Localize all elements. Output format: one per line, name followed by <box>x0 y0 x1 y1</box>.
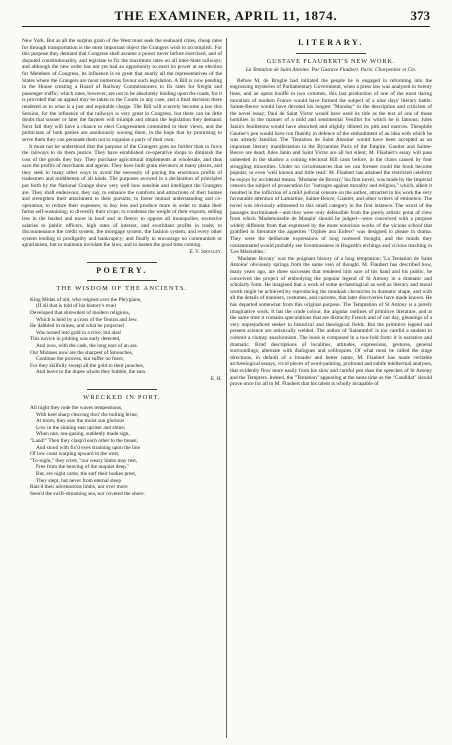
poem-line: When one, sea-gazing, suddenly made sign, <box>36 431 130 438</box>
review-paragraph: 'Madame Bovary' was the poignant history of a long temptation; 'La Tentation de Saint Antoine' obviously springs from the same vein of thought. M. Flaubert has described how, many years ago, are three successes that rendered him sure of his hand and his public, he conceived the project of embodying the popular legend of St Antony in a dramatic and scholarly form. He imagined that a work of some archæological as well as literary and moral worth might be achieved by reproducing the monkish chronicles in dramatic shape, and with all the details of manners, costumes, and customs, that later discoveries have made known. He has departed somewhat from this original purpose. The Temptation of St Antony is a purely imaginative work. It has the crude colour, the angular outlines of primitive literature, and at the same time it contains speculations that are distinctly French and of our day, gleanings of a very unprejudiced seeker in historical and theological fields. But the primitive legend and present science are artistically welded. The author of 'Salammbô' is too careful a student to commit a clumsy anachronism. The book is composed in a two-fold form: it is narrative and dramatic. Brief descriptions of localities, attitudes, expressions, gestures, general surroundings, alternate with dialogues and soliloquies. Of what must be called the stage directions, in default of a broader and better name, M. Flaubert has made veritable archæological essays, vivid pieces of word-painting, profound and subtle intellectual analyses, that evidently flow more easily from his slow and careful pen than the speeches of St Antony and the Tempters. Indeed, the "Tentation" appearing at the same time as the "Candidat" should prove once for all to M. Flaubert that his talent is wholly incapable of <box>230 255 432 388</box>
poem-line: For they skilfully sweep all the gold to their pouches, <box>30 362 144 369</box>
poem-line: Which is held by a cross of the Teuton and Jew. <box>36 316 138 323</box>
poem-line: Seen'd the swift-streaming sea, nor coveted the shore. <box>30 490 145 497</box>
poem-title: THE WISDOM OF THE ANCIENTS. <box>56 285 188 293</box>
section-divider <box>87 262 157 263</box>
poem-line: All night they rode the waves tempestuous, <box>30 405 123 412</box>
poem-line: (If all that is told of his history's true) <box>36 303 116 310</box>
poem-line: At morn, they saw the moist sun glorious <box>36 418 125 425</box>
poem-line: Our Midases now are the sharpest of Smouches, <box>30 349 133 356</box>
poem-line: And leave to the dupes whom they bubble, the ears. <box>36 369 147 376</box>
section-divider <box>296 53 366 54</box>
section-heading-literary: LITERARY. <box>298 38 364 47</box>
poem-line: Was turned into gold in a trice; but alas! <box>36 329 122 336</box>
poem-initials: E. H. <box>210 375 222 382</box>
poem-line: Continue the process, but suffer no fears; <box>36 356 124 363</box>
section-heading-poetry: POETRY. <box>96 265 148 275</box>
poem-line: "To-night," they cried, "our weary limbs may rest, <box>30 457 138 464</box>
column-rule <box>226 38 227 738</box>
article-paragraph: New York. But as all the surplus grain of the West must seek the seaboard cities, cheap rates for through transportation is the most important object the Grangers wish to accomplish. For this purpose they demand that Congress shall assume a power never before exercised, and of disputed constitutionality, and legislate to fix the maximum rates on all inter-State railways; and although the new order has not yet had an opportunity to exert its power at an election for Members of Congress, its influence is so great that nearly all the representatives of the States where the Grangers are most numerous favour such legislation. A Bill is now pending in the House creating a Board of Railway Commissioners to fix rates for freight and passenger traffic; which rates, however, are not to be absolutely binding upon the roads, for it is provided that an appeal may be taken to the Courts in any case, and a final decision there rendered as to what is a just and equitable charge. The Bill will scarcely become a law this Session, for the influence of the railways is very great in Congress, but there can be little doubt that sooner or later the farmers will triumph and obtain the legislation they demand. Next fall they will have a chance to elect Congressmen committed to their views, and the politicians of both parties are assiduously wooing them, in the hope that by promising to serve them they can persuade them not to organise a party of their own. <box>22 38 222 143</box>
poem-line: Developed that shrewdest of modern religions, <box>30 309 131 316</box>
poem-line: He dabbled in mines, and what he projected <box>30 323 124 330</box>
book-citation: La Tentation de Saint Antoine. Par Gustave Flaubert. Paris: Charpentier et Cie. <box>245 67 417 74</box>
poem-line: And stood with fix'd eyes straining upon the line <box>36 444 140 451</box>
article-title: GUSTAVE FLAUBERT'S NEW WORK. <box>266 57 396 65</box>
poem-line: This novice in jobbing was early detected, <box>30 336 121 343</box>
poem-line: Rais'd their adventurous limbs, nor ever more <box>30 484 128 491</box>
poem-line: "Land!" Then they clasp'd each other to the breast, <box>30 438 139 445</box>
article-paragraph: It must not be understood that the purpose of the Grangers goes no further than to force the railways to do them justice. They have established co-operative shops to diminish the cost of the goods they buy. They purchase agricultural implements at wholesale, and thus save the profits of merchants and agents. They have built grain elevators at many places, and they seek in many other ways to avoid the necessity of paying the enormous profits of tradesmen and middlemen of all kinds. The purposes avowed in a declaration of principles put forth by the National Grange show very well how sensible and intelligent the Grangers are. They shall endeavour, they say, to enhance the comforts and attractions of their homes and strengthen their attachment to their pursuits; to foster mutual understanding and co-operation; to reduce their expenses; to buy less and produce more in order to make their farms self-sustaining; to diversify their crops; to condense the weight of their exports, selling less in the bushel and more in hoof and in fleece; to oppose all monopolies, excessive salaries to public officers, high rates of interest, and exorbitant profits in trade; to discountenance the credit system, the mortgage system, the fashion system, and every other system tending to prodigality and bankruptcy; and finally to encourage no communism or agrarianism, but to maintain inviolate the laws, and to hasten the good time coming. <box>22 143 222 249</box>
review-paragraph: Before M. de Broglie had initiated the people he is engaged in reforming into the engrossing mysteries of Parliamentary Government, when a press law was analysed in twenty lines, and an opera bouffe in two columns, this last production of one of the most daring moralists of modern France would have formed the subject of a nine days' literary battle. Sainte-Beuve would have devoted his longest "Monday" to the description and criticism of the novel essay; Paul de Saint Victor would have used its title as the text of one of those homilies in the manner of a mild and sentimental Veuillot for which he is famous; Jules Janin's feuilletons would have absorbed and slightly diluted its pith and marrow. Théophile Gautier's pen would have run fluently in defence of the embodiment of an idea with which he was already familiar. The 'Tentation de Saint Antoine' would have been accepted as an important literary manifestation in the Byzantine Paris of the Empire. Gautier and Sainte-Beuve are dead; Jules Janin and Saint Victor are all but silent; M. Flaubert's essay will pass unheeded in the shadow a coming electoral Bill casts before, in the chaos caused by four struggling minorities. Under no circumstances that we can foresee could the book become popular, or even 'well known and little read.' M. Flaubert has attained the restricted celebrity he enjoys by accidental means. 'Madame de Bovary,' his first novel, was made by the Imperial censors the subject of prosecution for "outrages against morality and religion," which, albeit it resulted in the infliction of a mild judicial censure on the author, attracted to his work the very favourable attention of Lamartine, Sainte-Beuve, Gautier, and other writers of eminence. The novel was obviously addressed to this small category in the first instance. The worst of the passages incriminated—and they were only defensible from the purely artistic point of view from which 'Mademoiselle de Maupin' should be judged—were conceived with a purpose widely different from that expressed by the more notorious works of the vicious school that gratified in literature the appetites "Orphée aux Enfers" was designed to please in drama. They were the deliberate expressions of long nurtured thought, and the minds they contaminated would probably see licentiousness in Hogarth's etchings and vicious teaching in 'Les Misérables.' <box>230 77 432 256</box>
poem-line: Free from the heaving of the unquiet deep." <box>36 464 130 471</box>
poem-line: With keel sharp cleaving thro' the boiling brine; <box>36 411 139 418</box>
poem-line: And woo, with the cash, the long ears of an ass. <box>36 342 138 349</box>
poem-title: WRECKED IN PORT. <box>83 393 161 401</box>
section-divider <box>87 280 157 281</box>
poem-line: Of low coast warping upward in the west, <box>30 451 120 458</box>
poem-line: King Midas of old, who reigned over the Phrygians, <box>30 296 142 303</box>
poem-line: They slept, but never from eternal sleep <box>36 477 122 484</box>
left-column <box>22 38 222 497</box>
author-signature: E. V. Smalley. <box>189 249 222 255</box>
masthead-title: THE EXAMINER, APRIL 11, 1874. <box>114 8 338 23</box>
page-number: 373 <box>410 8 430 23</box>
poem-line: Low in the sinking east upriser and shine; <box>36 424 126 431</box>
section-divider <box>87 389 157 390</box>
right-column <box>230 38 432 388</box>
poem-line: But, ere night came, the surf their bodies prest, <box>36 471 137 478</box>
page-header <box>22 8 430 27</box>
